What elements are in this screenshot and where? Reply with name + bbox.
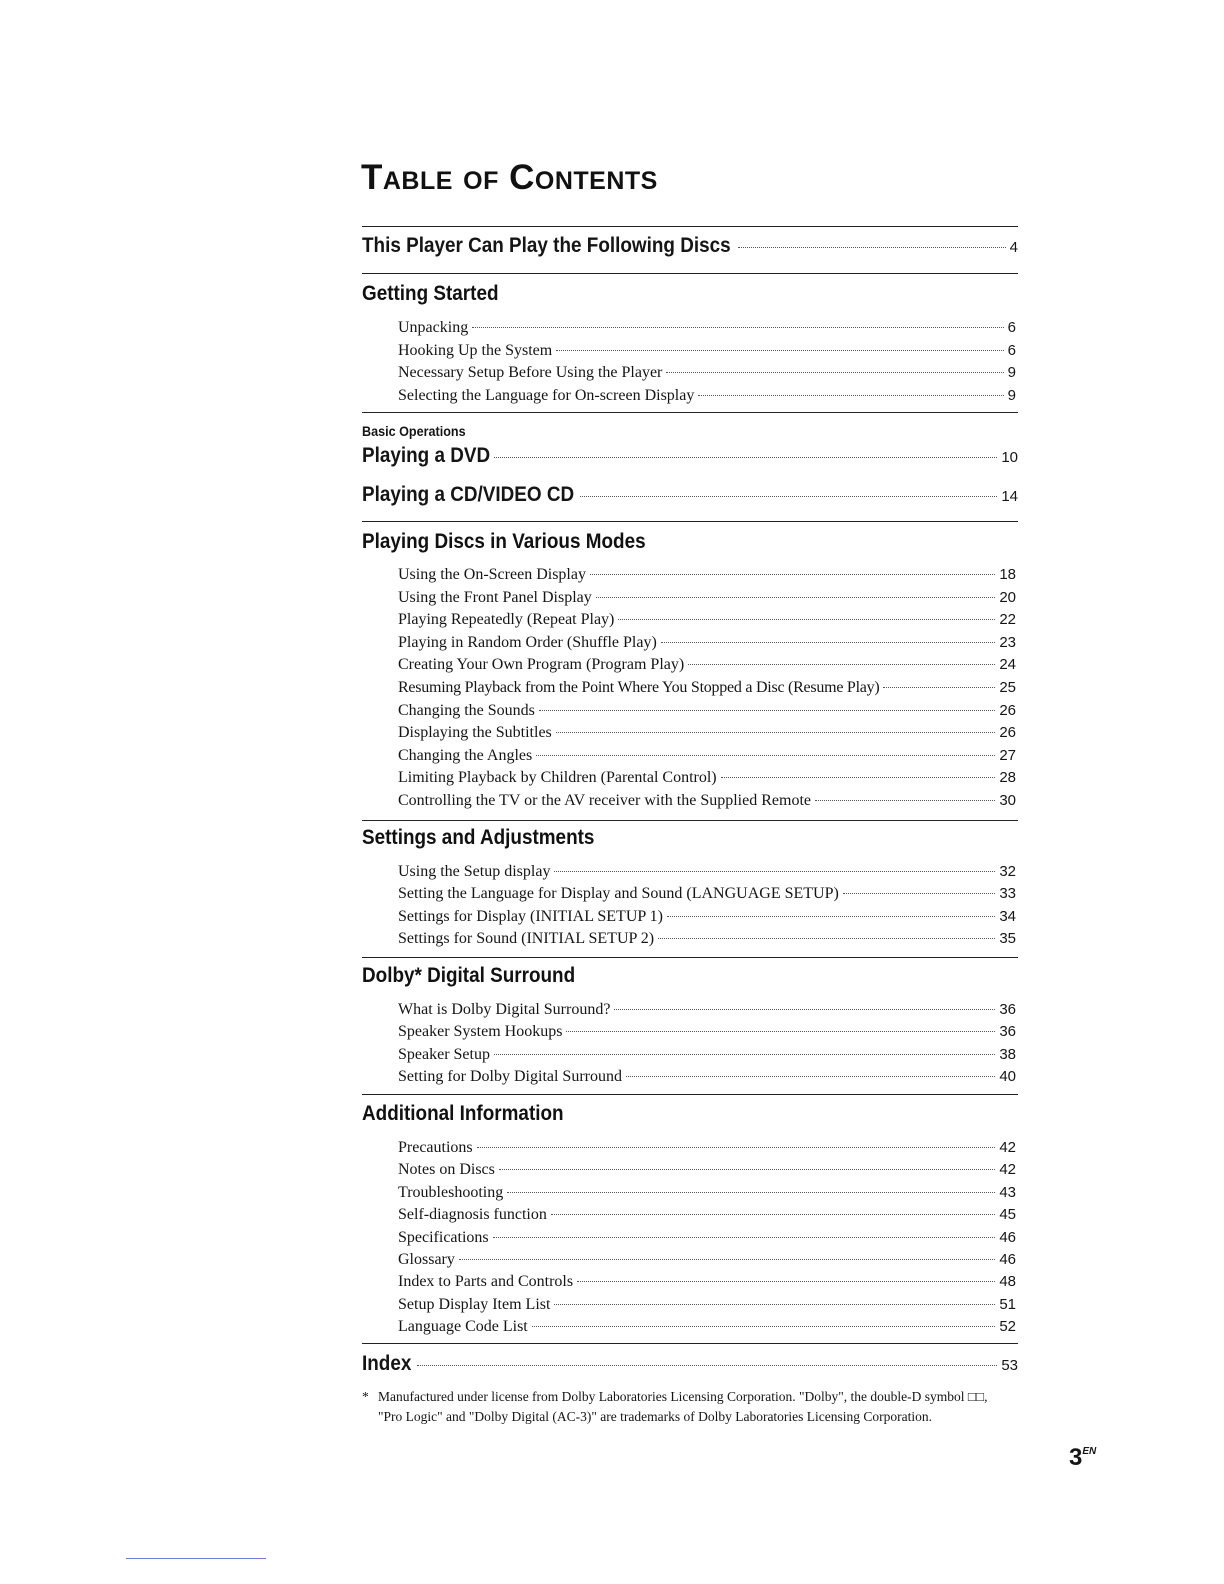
dot-leader [815, 800, 995, 801]
divider [362, 521, 1018, 522]
entry-page: 48 [999, 1273, 1016, 1290]
dot-leader [566, 1031, 995, 1032]
toc-entry[interactable] [398, 1250, 1016, 1270]
dot-leader [688, 664, 995, 665]
entry-page: 40 [999, 1068, 1016, 1085]
section-heading-dolby: Dolby* Digital Surround [362, 964, 576, 987]
footnote [362, 1387, 992, 1427]
toc-entry[interactable] [398, 318, 1016, 338]
dot-leader [883, 687, 995, 688]
dot-leader [721, 777, 996, 778]
dot-leader [580, 496, 998, 497]
toc-entry[interactable] [398, 678, 1016, 698]
toc-entry[interactable] [398, 1000, 1016, 1020]
entry-title: What is Dolby Digital Surround? [398, 1001, 611, 1018]
toc-entry[interactable] [398, 791, 1016, 811]
toc-entry-index[interactable] [362, 1351, 1018, 1379]
dot-leader [698, 395, 1003, 396]
entry-title: Playing Repeatedly (Repeat Play) [398, 611, 615, 628]
divider [362, 957, 1018, 958]
entry-page: 25 [999, 679, 1016, 696]
entry-page: 33 [999, 885, 1016, 902]
toc-entry[interactable] [398, 907, 1016, 927]
toc-entry[interactable] [398, 1045, 1016, 1065]
dot-leader [626, 1076, 995, 1077]
entry-page: 43 [999, 1184, 1016, 1201]
dot-leader [661, 642, 996, 643]
section-heading-getting-started: Getting Started [362, 282, 499, 305]
entry-title: Using the Setup display [398, 863, 551, 880]
entry-page: 24 [999, 656, 1016, 673]
entry-page: 46 [999, 1251, 1016, 1268]
entry-title: Selecting the Language for On-screen Display [398, 387, 695, 404]
toc-entry[interactable] [398, 363, 1016, 383]
page-number [1069, 1444, 1096, 1472]
toc-entry[interactable] [398, 610, 1016, 630]
dot-leader [667, 916, 995, 917]
toc-entry[interactable] [398, 1183, 1016, 1203]
dot-leader [532, 1326, 996, 1327]
entry-title: Setting the Language for Display and Sound (LANGUAGE SETUP) [398, 885, 839, 902]
toc-entry[interactable] [398, 1228, 1016, 1248]
dot-leader [556, 732, 996, 733]
dot-leader [494, 1054, 995, 1055]
entry-page: 42 [999, 1161, 1016, 1178]
entry-page: 26 [999, 724, 1016, 741]
entry-title: Index [362, 1352, 412, 1375]
entry-page: 46 [999, 1229, 1016, 1246]
section-label-basic-operations: Basic Operations [362, 423, 466, 439]
toc-entry[interactable] [398, 633, 1016, 653]
entry-title: This Player Can Play the Following Discs [362, 234, 731, 257]
toc-entry[interactable] [398, 929, 1016, 949]
toc-entry[interactable] [398, 1022, 1016, 1042]
toc-entry[interactable] [398, 1272, 1016, 1292]
entry-title: Self-diagnosis function [398, 1206, 547, 1223]
entry-page: 36 [999, 1023, 1016, 1040]
entry-title: Using the Front Panel Display [398, 589, 592, 606]
toc-entry[interactable] [398, 1295, 1016, 1315]
entry-title: Index to Parts and Controls [398, 1273, 574, 1290]
entry-page: 20 [999, 589, 1016, 606]
entry-title: Setup Display Item List [398, 1296, 551, 1313]
entry-title: Language Code List [398, 1318, 528, 1335]
toc-entry[interactable] [398, 1205, 1016, 1225]
entry-page: 38 [999, 1046, 1016, 1063]
toc-entry[interactable] [398, 341, 1016, 361]
dot-leader [477, 1147, 996, 1148]
entry-page: 6 [1007, 342, 1016, 359]
dot-leader [556, 350, 1003, 351]
entry-page: 28 [999, 769, 1016, 786]
entry-title: Notes on Discs [398, 1161, 495, 1178]
dot-leader [539, 710, 995, 711]
page-number-suffix: EN [1082, 1446, 1097, 1457]
dot-leader [577, 1281, 995, 1282]
entry-title: Limiting Playback by Children (Parental Control) [398, 769, 717, 786]
entry-page: 18 [999, 566, 1016, 583]
divider [362, 1343, 1018, 1344]
divider [362, 273, 1018, 274]
entry-page: 27 [999, 747, 1016, 764]
footnote-text: Manufactured under license from Dolby Laboratories Licensing Corporation. "Dolby", the double-D symbol □□, "Pro Logic" and "Dolby Digital (AC-3)" are trademarks of Dolby Laboratories Licensing Corporation. [378, 1389, 988, 1424]
toc-entry[interactable] [398, 723, 1016, 743]
toc-entry-playing-dvd[interactable] [362, 443, 1018, 471]
entry-page: 42 [999, 1139, 1016, 1156]
dot-leader [417, 1365, 997, 1366]
section-heading-settings: Settings and Adjustments [362, 826, 595, 849]
entry-title: Precautions [398, 1139, 473, 1156]
entry-page: 6 [1007, 319, 1016, 336]
entry-title: Glossary [398, 1251, 455, 1268]
entry-title: Creating Your Own Program (Program Play) [398, 656, 685, 673]
divider [362, 820, 1018, 821]
dot-leader [618, 619, 995, 620]
entry-title: Controlling the TV or the AV receiver with the Supplied Remote [398, 792, 811, 809]
entry-page: 35 [999, 930, 1016, 947]
entry-title: Playing a DVD [362, 444, 491, 467]
dot-leader [494, 457, 997, 458]
toc-entry[interactable] [398, 1067, 1016, 1087]
divider [362, 1094, 1018, 1095]
entry-page: 14 [1001, 488, 1018, 505]
entry-title: Settings for Sound (INITIAL SETUP 2) [398, 930, 655, 947]
entry-page: 9 [1007, 364, 1016, 381]
entry-title: Necessary Setup Before Using the Player [398, 364, 663, 381]
entry-page: 22 [999, 611, 1016, 628]
dot-leader [536, 755, 995, 756]
entry-title: Changing the Angles [398, 747, 533, 764]
section-heading-additional: Additional Information [362, 1102, 564, 1125]
entry-title: Using the On-Screen Display [398, 566, 586, 583]
dot-leader [843, 893, 995, 894]
entry-page: 26 [999, 702, 1016, 719]
dot-leader [499, 1169, 995, 1170]
scan-artifact-line [126, 1558, 266, 1559]
dot-leader [614, 1009, 995, 1010]
dot-leader [596, 597, 996, 598]
toc-entry-playing-cd[interactable] [362, 482, 1018, 510]
toc-entry[interactable] [398, 884, 1016, 904]
dot-leader [472, 327, 1003, 328]
dot-leader [590, 574, 995, 575]
entry-page: 9 [1007, 387, 1016, 404]
entry-title: Playing in Random Order (Shuffle Play) [398, 634, 657, 651]
entry-title: Settings for Display (INITIAL SETUP 1) [398, 908, 663, 925]
divider [362, 226, 1018, 227]
footnote-marker: * [362, 1389, 369, 1404]
page-number-value: 3 [1069, 1444, 1083, 1471]
entry-page: 4 [1009, 239, 1018, 256]
entry-title: Setting for Dolby Digital Surround [398, 1068, 622, 1085]
entry-page: 30 [999, 792, 1016, 809]
dot-leader [658, 938, 995, 939]
dot-leader [554, 1304, 995, 1305]
entry-title: Resuming Playback from the Point Where You Stopped a Disc (Resume Play) [398, 679, 880, 696]
toc-entry[interactable] [398, 588, 1016, 608]
entry-page: 36 [999, 1001, 1016, 1018]
dot-leader [459, 1259, 995, 1260]
toc-entry[interactable] [398, 655, 1016, 675]
entry-page: 52 [999, 1318, 1016, 1335]
entry-page: 10 [1001, 449, 1018, 466]
dot-leader [554, 871, 995, 872]
entry-title: Hooking Up the System [398, 342, 553, 359]
entry-page: 32 [999, 863, 1016, 880]
entry-page: 45 [999, 1206, 1016, 1223]
toc-entry[interactable] [398, 746, 1016, 766]
entry-page: 51 [999, 1296, 1016, 1313]
dot-leader [551, 1214, 995, 1215]
dot-leader [738, 247, 1006, 248]
section-heading-various-modes: Playing Discs in Various Modes [362, 530, 646, 553]
toc-entry[interactable] [398, 701, 1016, 721]
toc-entry[interactable] [398, 1317, 1016, 1337]
toc-entry[interactable] [398, 1138, 1016, 1158]
toc-entry[interactable] [398, 565, 1016, 585]
entry-title: Speaker Setup [398, 1046, 490, 1063]
divider [362, 412, 1018, 413]
entry-title: Speaker System Hookups [398, 1023, 563, 1040]
page-title: Table of Contents [361, 158, 658, 197]
dot-leader [507, 1192, 995, 1193]
entry-title: Specifications [398, 1229, 489, 1246]
toc-entry[interactable] [398, 386, 1016, 406]
entry-page: 23 [999, 634, 1016, 651]
toc-entry[interactable] [398, 862, 1016, 882]
entry-title: Displaying the Subtitles [398, 724, 552, 741]
entry-title: Unpacking [398, 319, 469, 336]
entry-title: Playing a CD/VIDEO CD [362, 483, 575, 506]
dot-leader [666, 372, 1003, 373]
dot-leader [493, 1237, 996, 1238]
entry-page: 34 [999, 908, 1016, 925]
entry-title: Changing the Sounds [398, 702, 535, 719]
entry-title: Troubleshooting [398, 1184, 504, 1201]
toc-entry[interactable] [398, 768, 1016, 788]
toc-entry-discs[interactable] [362, 233, 1018, 261]
toc-entry[interactable] [398, 1160, 1016, 1180]
entry-page: 53 [1001, 1357, 1018, 1374]
